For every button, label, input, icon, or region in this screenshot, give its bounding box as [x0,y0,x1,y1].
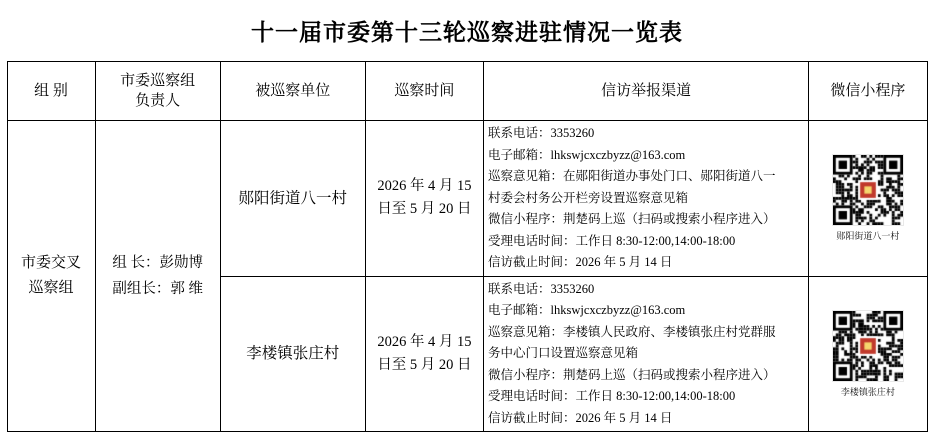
channel-mailbox-line1: 巡察意见箱：李楼镇人民政府、李楼镇张庄村党群服 [488,324,776,339]
inspected-unit: 郧阳街道八一村 [220,121,365,277]
group-name-cell [7,121,95,432]
inspection-time [365,121,483,277]
qr-caption: 李楼镇张庄村 [840,386,895,397]
channel-email: 电子邮箱：lhkswjcxczbyzz@163.com [488,147,686,162]
report-channel [484,121,809,277]
miniprogram-qr-cell [809,276,927,432]
table-row [7,121,927,277]
inspection-time-line1: 2026 年 4 月 15 [377,333,472,350]
column-header-leader-line2: 负责人 [135,93,181,109]
channel-mailbox-line2: 村委会村务公开栏旁设置巡察意见箱 [488,190,689,205]
table-header-row [7,62,927,121]
group-name-line2: 巡察组 [28,280,74,296]
inspection-time-line2: 日至 5 月 20 日 [377,201,472,218]
inspection-time [365,276,483,432]
qr-caption: 郧阳街道八一村 [836,231,900,242]
column-header-leader-line1: 市委巡察组 [120,72,196,89]
table-body [7,121,927,432]
channel-miniprogram: 微信小程序：荆楚码上巡（扫码或搜索小程序进入） [488,367,776,382]
qr-wrapper [813,310,922,398]
group-name-line1: 市委交叉 [21,254,82,271]
column-header-channel: 信访举报渠道 [484,62,809,121]
channel-mailbox-line2: 务中心门口设置巡察意见箱 [488,346,639,360]
channel-phone: 联系电话：3353260 [488,281,595,296]
group-leader-line2: 副组长：郭 维 [112,281,203,297]
channel-email: 电子邮箱：lhkswjcxczbyzz@163.com [488,303,686,317]
channel-hours: 受理电话时间：工作日 8:30-12:00,14:00-18:00 [488,233,736,248]
qr-wrapper [813,154,922,242]
group-leader-line1: 组 长：彭勋博 [112,254,203,271]
channel-phone: 联系电话：3353260 [488,126,595,140]
qr-code-image[interactable] [832,310,904,382]
report-channel [484,276,809,432]
column-header-group: 组 别 [7,62,95,121]
inspection-table [7,61,928,432]
miniprogram-qr-cell [809,121,927,277]
column-header-unit: 被巡察单位 [220,62,365,121]
channel-deadline: 信访截止时间：2026 年 5 月 14 日 [488,255,673,269]
channel-mailbox-line1: 巡察意见箱：在郧阳街道办事处门口、郧阳街道八一 [488,169,776,183]
page-title: 十一届市委第十三轮巡察进驻情况一览表 [251,20,683,45]
group-leader-cell [95,121,220,432]
qr-code-image[interactable] [832,154,904,226]
channel-hours: 受理电话时间：工作日 8:30-12:00,14:00-18:00 [488,389,736,403]
inspection-time-line1: 2026 年 4 月 15 [377,178,472,195]
channel-deadline: 信访截止时间：2026 年 5 月 14 日 [488,410,673,425]
channel-miniprogram: 微信小程序：荆楚码上巡（扫码或搜索小程序进入） [488,212,776,226]
column-header-time: 巡察时间 [365,62,483,121]
column-header-leader [95,62,220,121]
table-header [7,62,927,121]
column-header-miniprogram: 微信小程序 [809,62,927,121]
inspection-time-line2: 日至 5 月 20 日 [377,356,472,373]
inspected-unit: 李楼镇张庄村 [220,276,365,432]
